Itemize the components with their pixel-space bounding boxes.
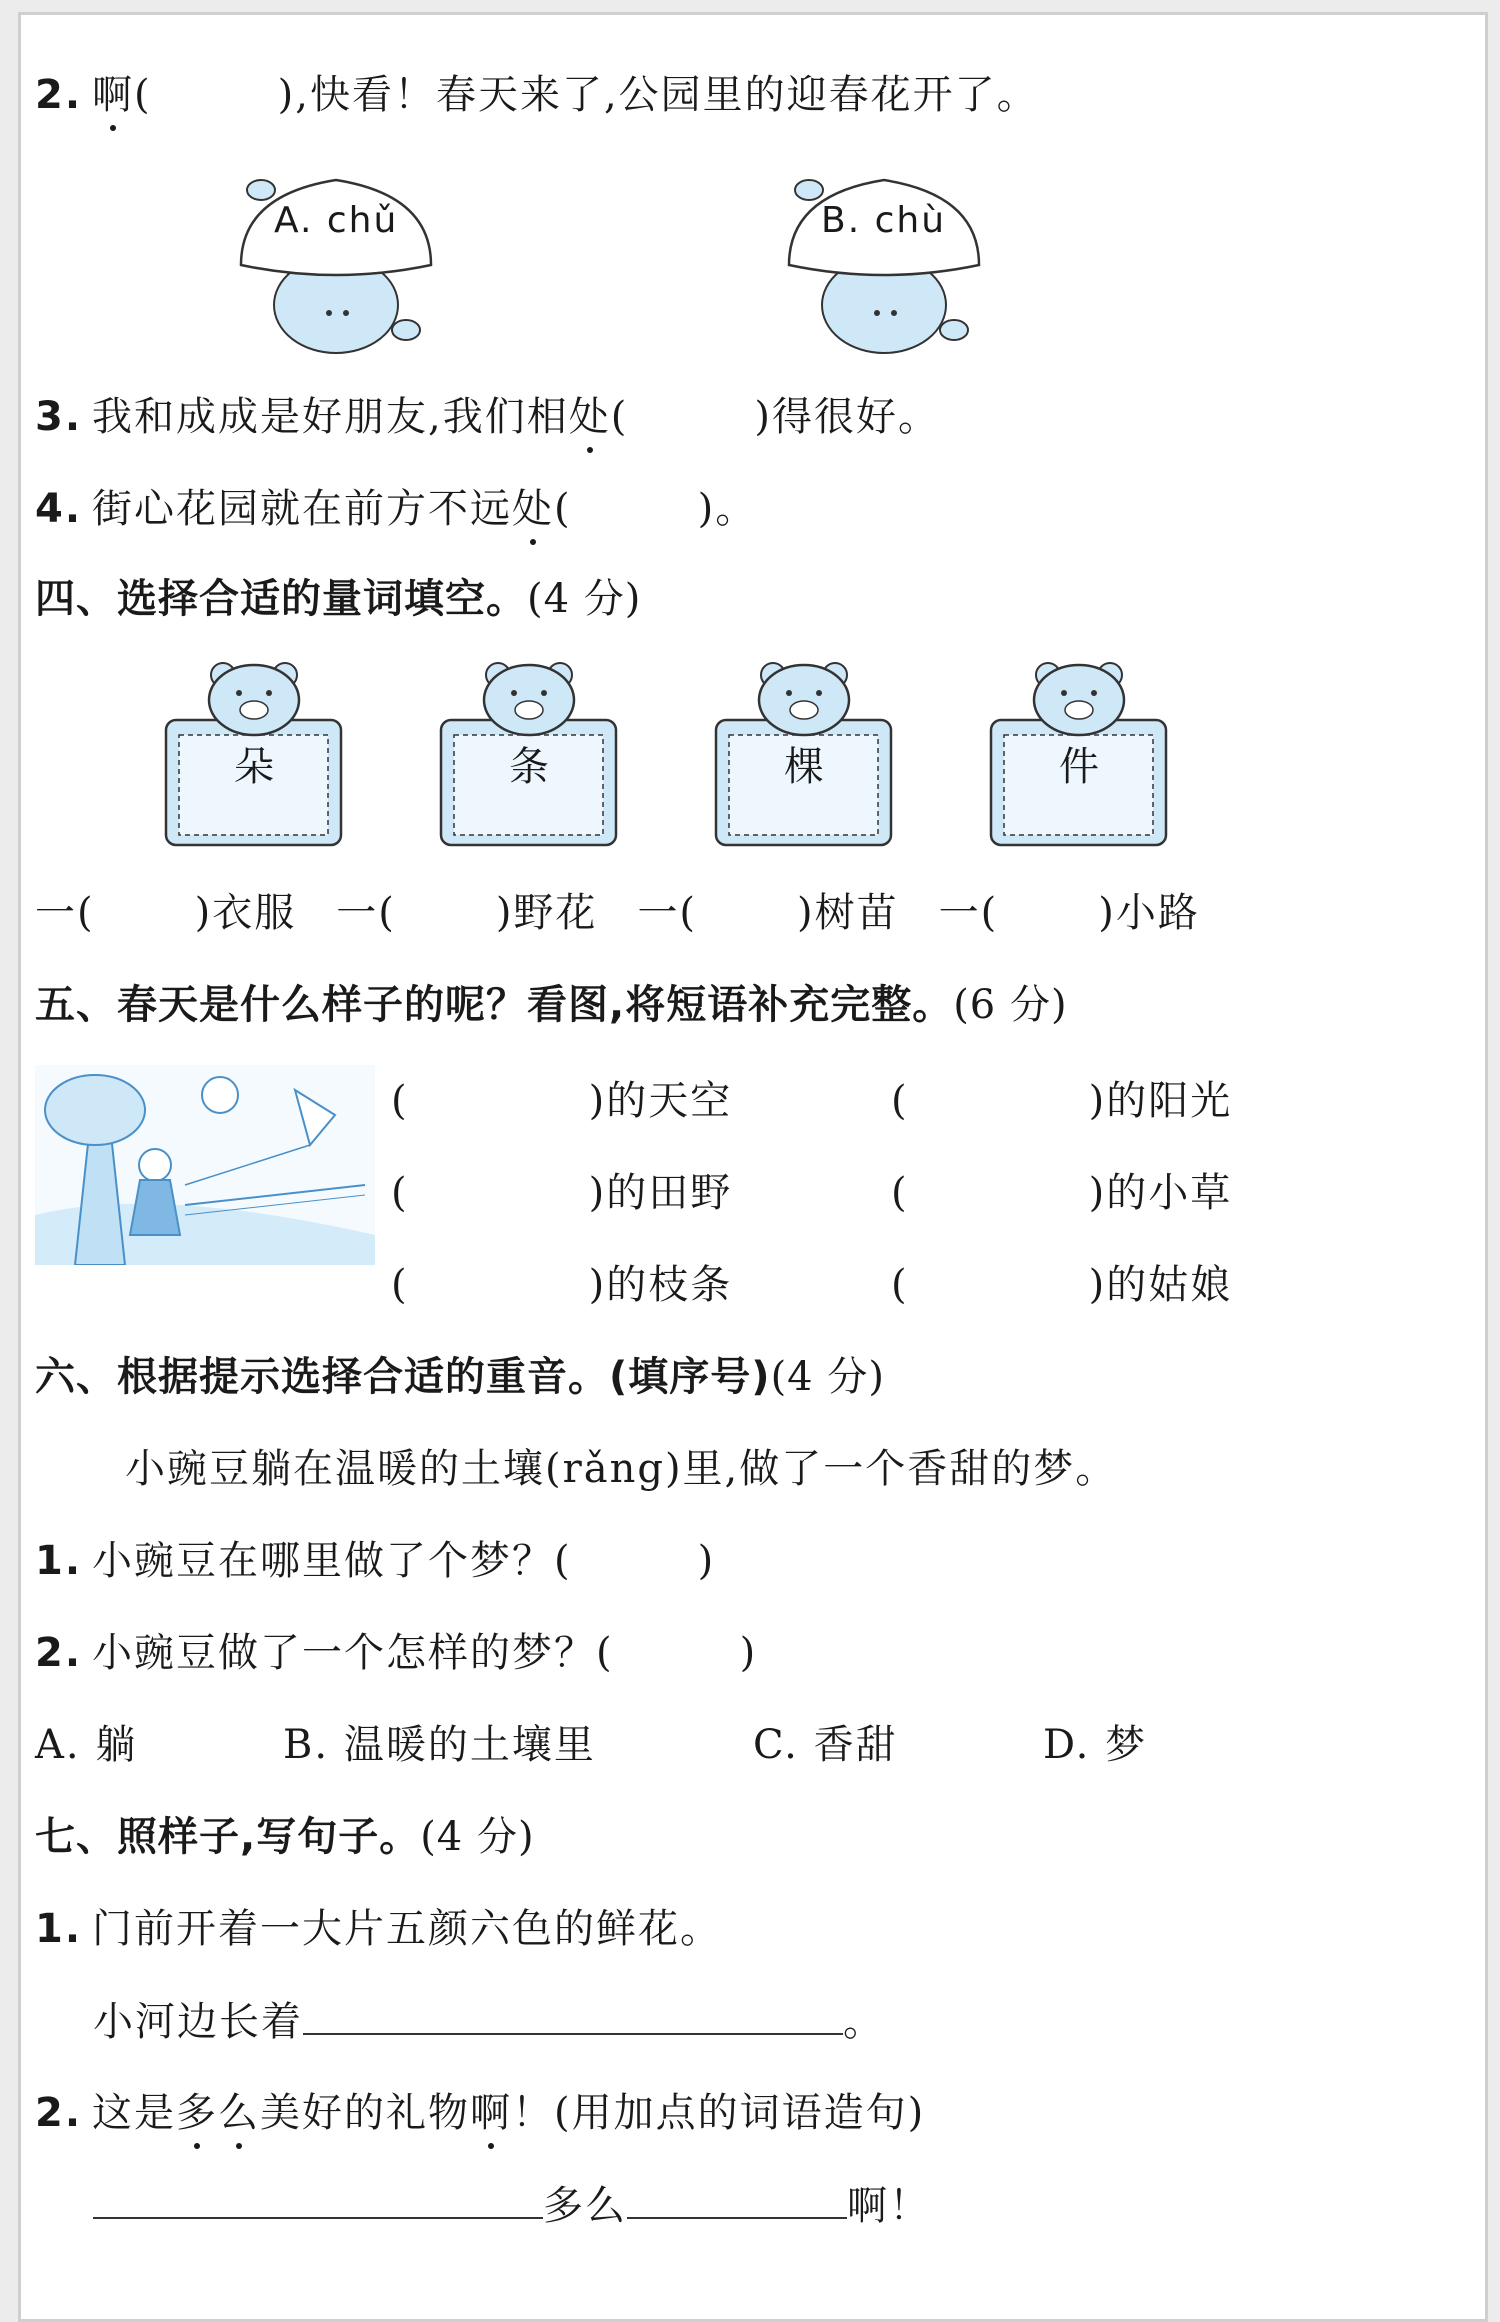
fill-1: 一( )衣服 xyxy=(35,890,297,936)
section-7-q2: 2. 这是多么美好的礼物啊！(用加点的词语造句) xyxy=(35,2085,925,2141)
reading-sentence: 小豌豆躺在温暖的土壤(rǎng)里,做了一个香甜的梦。 xyxy=(125,1446,1118,1492)
mushroom-icon xyxy=(221,155,461,355)
option-b: B. 温暖的土壤里 xyxy=(283,1722,596,1768)
section-4-heading: 四、选择合适的量词填空。(4 分) xyxy=(35,576,642,622)
section-7-q1-answer: 小河边长着 。 xyxy=(93,1993,885,2050)
phrase-1: ( )的天空 xyxy=(391,1078,733,1124)
answer-line[interactable] xyxy=(303,1993,843,2035)
card-label: 棵 xyxy=(784,744,824,790)
option-b-label: B. chù xyxy=(821,200,947,241)
section-6-q1: 1. 小豌豆在哪里做了个梦？( ) xyxy=(35,1538,716,1584)
option-c: C. 香甜 xyxy=(753,1722,898,1768)
option-d: D. 梦 xyxy=(1043,1722,1148,1768)
section-7-q1: 1. 门前开着一大片五颜六色的鲜花。 xyxy=(35,1906,723,1952)
option-a-label: A. chǔ xyxy=(274,200,399,241)
card-label: 条 xyxy=(509,744,549,790)
section-7-heading: 七、照样子,写句子。(4 分) xyxy=(35,1814,535,1860)
fill-2: 一( )野花 xyxy=(336,890,598,936)
phrase-4: ( )的小草 xyxy=(891,1170,1233,1216)
classifier-cards xyxy=(161,655,1261,855)
worksheet-page xyxy=(18,12,1488,2322)
dotted-char: 啊 xyxy=(92,67,134,123)
section-6-q2: 2. 小豌豆做了一个怎样的梦？( ) xyxy=(35,1630,758,1676)
question-3: 3. 我和成成是好朋友,我们相处( )得很好。 xyxy=(35,389,940,445)
fill-4: 一( )小路 xyxy=(938,890,1200,936)
answer-line-1[interactable] xyxy=(93,2177,543,2219)
section-7-q2-answer: 多么 啊！ xyxy=(93,2177,931,2234)
spring-scene-illustration xyxy=(35,1065,375,1265)
card-label: 朵 xyxy=(234,744,274,790)
phrase-3: ( )的田野 xyxy=(391,1170,733,1216)
phrase-5: ( )的枝条 xyxy=(391,1262,733,1308)
question-2: 2. 啊( ),快看！春天来了,公园里的迎春花开了。 xyxy=(35,67,1039,123)
card-label: 件 xyxy=(1059,744,1099,790)
phrase-2: ( )的阳光 xyxy=(891,1078,1233,1124)
phrase-6: ( )的姑娘 xyxy=(891,1262,1233,1308)
mushroom-icon xyxy=(769,155,1009,355)
question-4: 4. 街心花园就在前方不远处( )。 xyxy=(35,481,757,537)
measure-word-fill xyxy=(35,885,1200,941)
section-6-heading: 六、根据提示选择合适的重音。(填序号)(4 分) xyxy=(35,1354,885,1400)
fill-3: 一( )树苗 xyxy=(637,890,899,936)
section-5-heading: 五、春天是什么样子的呢？看图,将短语补充完整。(6 分) xyxy=(35,982,1068,1028)
option-a: A. 躺 xyxy=(35,1722,138,1768)
answer-line-2[interactable] xyxy=(627,2177,847,2219)
